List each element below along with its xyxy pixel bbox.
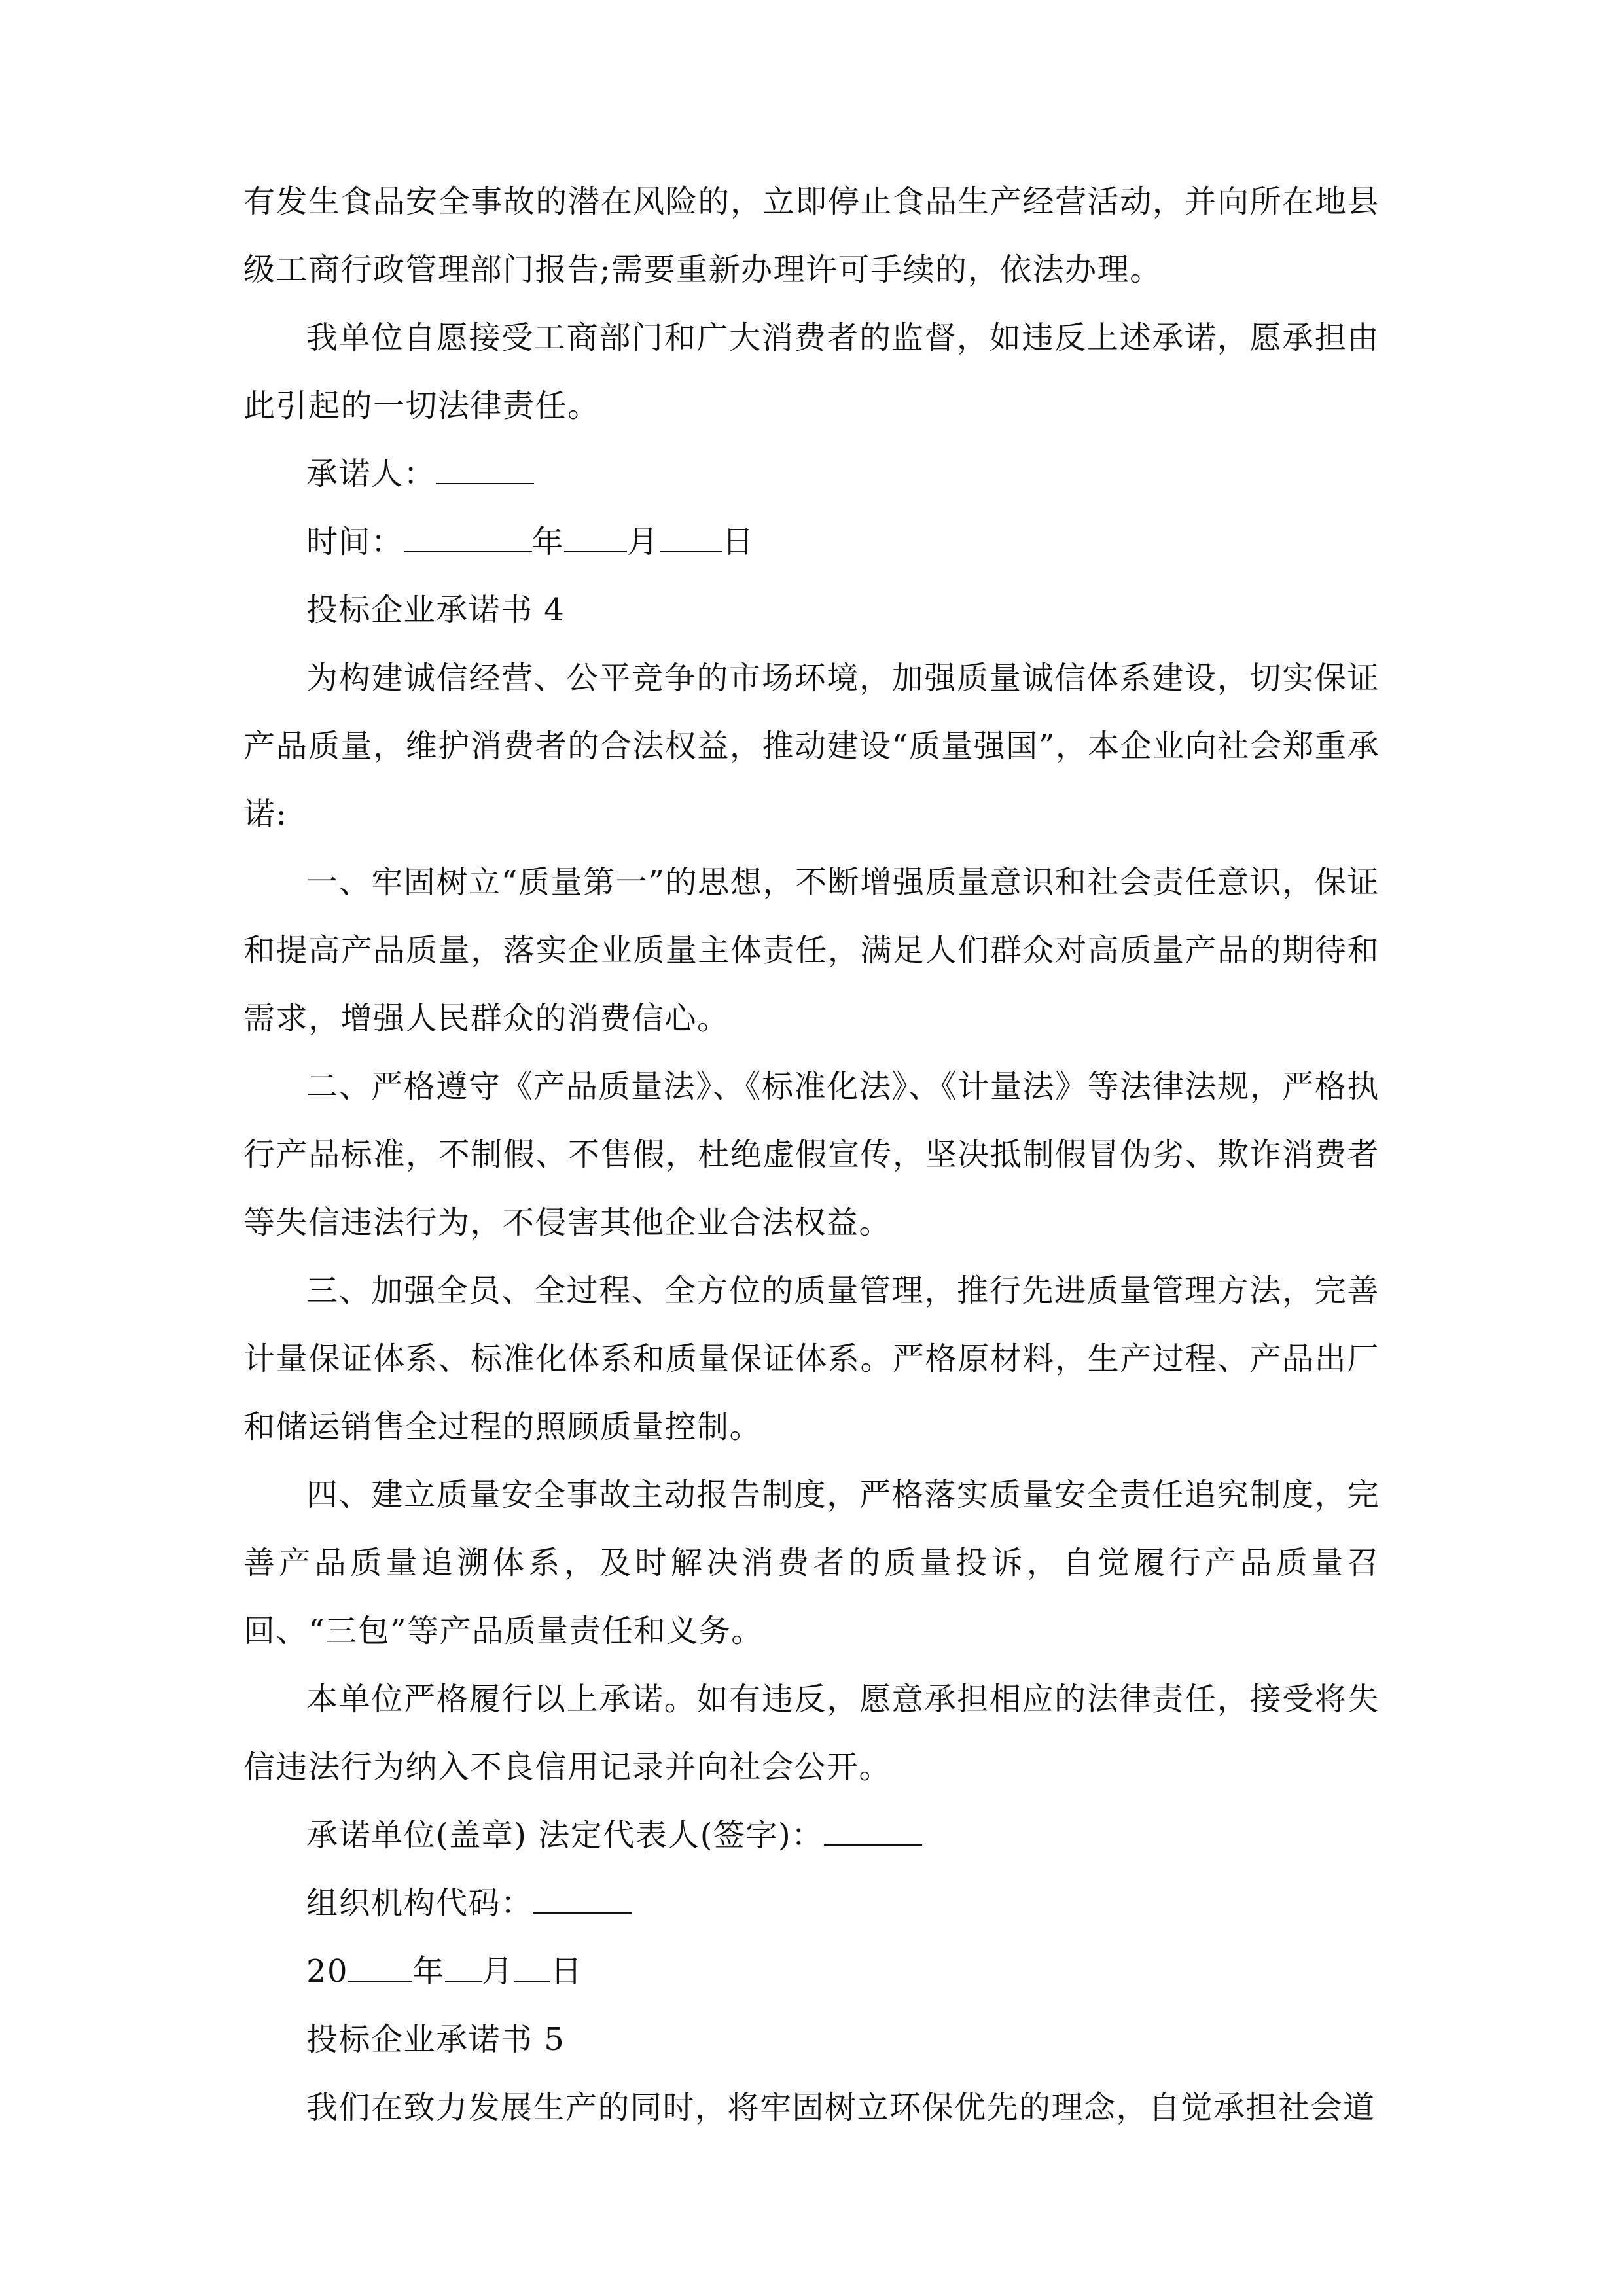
paragraph-item-2: 二、严格遵守《产品质量法》、《标准化法》、《计量法》等法律法规，严格执行产品标准，不制假、不售假，杜绝虚假宣传，坚决抵制假冒伪劣、欺诈消费者等失信违法行为，不侵害其他企业合法权益。 xyxy=(243,1068,1380,1241)
year-blank xyxy=(404,520,532,552)
document-body xyxy=(243,168,1380,2142)
year-char: 年 xyxy=(531,524,565,560)
year-char-2: 年 xyxy=(412,1953,445,1990)
org-code-blank xyxy=(533,1881,632,1914)
paragraph-item-3: 三、加强全员、全过程、全方位的质量管理，推行先进质量管理方法，完善计量保证体系、标准化体系和质量保证体系。严格原材料，生产过程、产品出厂和储运销售全过程的照顾质量控制。 xyxy=(243,1272,1380,1445)
paragraph-commitment: 本单位严格履行以上承诺。如有违反，愿意承担相应的法律责任，接受将失信违法行为纳入不良信用记录并向社会公开。 xyxy=(243,1681,1380,1785)
paragraph-supervision: 我单位自愿接受工商部门和广大消费者的监督，如违反上述承诺，愿承担由此引起的一切法律责任。 xyxy=(243,319,1380,424)
paragraph-item-4: 四、建立质量安全事故主动报告制度，严格落实质量安全责任追究制度，完善产品质量追溯体系，及时解决消费者的质量投诉，自觉履行产品质量召回、“三包”等产品质量责任和义务。 xyxy=(243,1477,1380,1649)
paragraph-intro-4: 为构建诚信经营、公平竞争的市场环境，加强质量诚信体系建设，切实保证产品质量，维护消费者的合法权益，推动建设“质量强国”，本企业向社会郑重承诺: xyxy=(243,660,1380,833)
month-blank-2 xyxy=(445,1949,482,1982)
section-heading-4: 投标企业承诺书 4 xyxy=(306,592,565,628)
day-blank-2 xyxy=(514,1949,550,1982)
promisor-blank xyxy=(436,452,534,484)
signature-blank xyxy=(824,1813,922,1846)
section-heading-5: 投标企业承诺书 5 xyxy=(306,2021,565,2058)
promisor-label: 承诺人： xyxy=(306,456,437,492)
month-char: 月 xyxy=(627,524,660,560)
signature-label: 承诺单位(盖章) 法定代表人(签字)： xyxy=(306,1817,824,1854)
day-blank xyxy=(660,520,722,552)
paragraph-continuation: 有发生食品安全事故的潜在风险的，立即停止食品生产经营活动，并向所在地县级工商行政管理部门报告;需要重新办理许可手续的，依法办理。 xyxy=(243,183,1380,288)
date-line xyxy=(243,508,1380,576)
day-char: 日 xyxy=(722,524,755,560)
date-label: 时间： xyxy=(306,524,404,560)
day-char-2: 日 xyxy=(550,1953,583,1990)
org-code-line xyxy=(243,1869,1380,1937)
year-blank-2 xyxy=(348,1949,412,1982)
month-char-2: 月 xyxy=(481,1953,514,1990)
promisor-line xyxy=(243,440,1380,508)
signature-line xyxy=(243,1801,1380,1869)
date-line-2 xyxy=(243,1937,1380,2005)
date-prefix: 20 xyxy=(306,1953,349,1990)
paragraph-intro-5: 我们在致力发展生产的同时，将牢固树立环保优先的理念，自觉承担社会道 xyxy=(306,2089,1376,2126)
month-blank xyxy=(564,520,627,552)
paragraph-item-1: 一、牢固树立“质量第一”的思想，不断增强质量意识和社会责任意识，保证和提高产品质量，落实企业质量主体责任，满足人们群众对高质量产品的期待和需求，增强人民群众的消费信心。 xyxy=(243,864,1380,1037)
org-code-label: 组织机构代码： xyxy=(306,1885,533,1922)
